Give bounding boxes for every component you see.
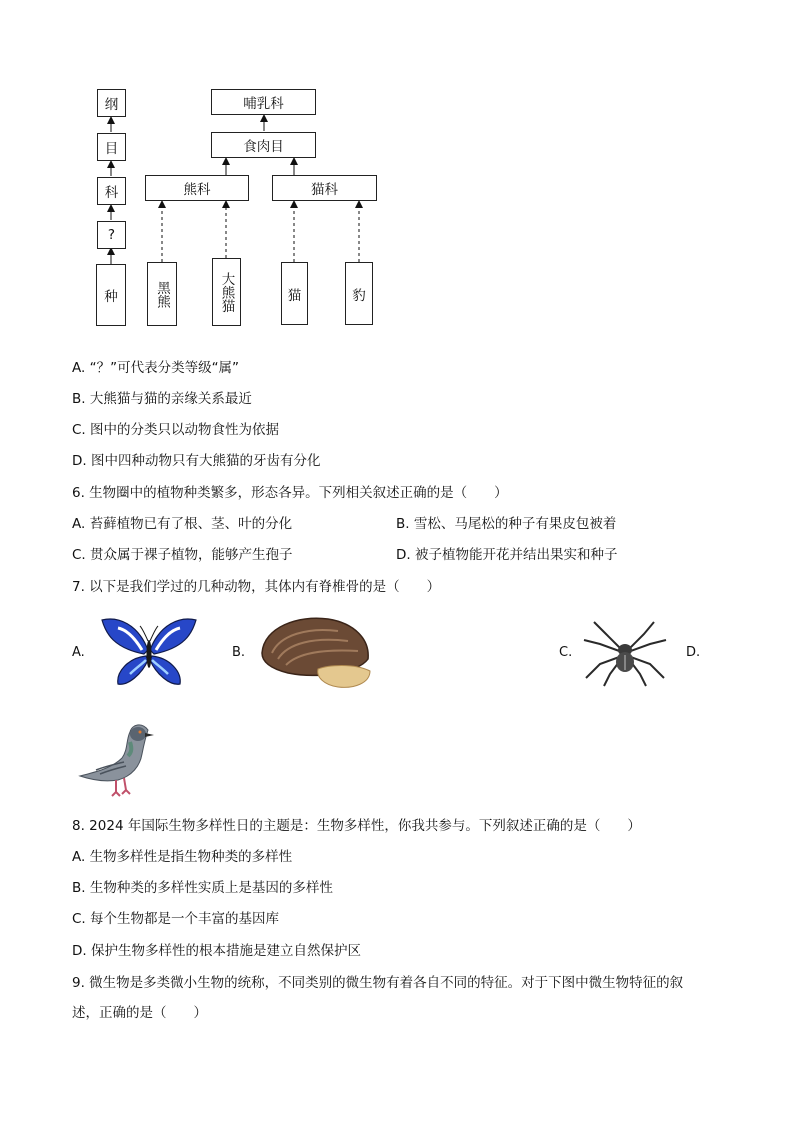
rank-species-box: 种	[96, 264, 126, 326]
leopard-box: 豹	[345, 262, 373, 325]
q5-option-c: C. 图中的分类只以动物食性为依据	[72, 422, 280, 438]
rank-family-box: 科	[97, 177, 126, 205]
mammal-box: 哺乳科	[211, 89, 316, 115]
q5-option-b: B. 大熊猫与猫的亲缘关系最近	[72, 391, 252, 407]
rank-class-box: 纲	[97, 89, 126, 117]
clam-icon	[258, 613, 374, 695]
q7-label-c: C.	[559, 645, 573, 660]
q8-option-a: A. 生物多样性是指生物种类的多样性	[72, 849, 293, 865]
black-bear-box: 黑熊	[147, 262, 177, 326]
q5-option-d: D. 图中四种动物只有大熊猫的牙齿有分化	[72, 453, 321, 469]
q7-label-d: D.	[686, 645, 701, 660]
q6-option-a: A. 苔藓植物已有了根、茎、叶的分化	[72, 516, 293, 532]
spider-icon	[582, 620, 668, 692]
q5-option-a: A. “？”可代表分类等级“属”	[72, 360, 240, 376]
q9-stem-line1: 9. 微生物是多类微小生物的统称，不同类别的微生物有着各自不同的特征。对于下图中微生物特征的叙	[72, 975, 684, 991]
q6-option-c: C. 贯众属于裸子植物，能够产生孢子	[72, 547, 293, 563]
q9-stem-line2: 述，正确的是（ ）	[72, 1005, 207, 1021]
q8-option-d: D. 保护生物多样性的根本措施是建立自然保护区	[72, 943, 361, 959]
q8-option-b: B. 生物种类的多样性实质上是基因的多样性	[72, 880, 333, 896]
carnivora-box: 食肉目	[211, 132, 316, 158]
rank-order-box: 目	[97, 133, 126, 161]
cat-box: 猫	[281, 262, 308, 325]
giant-panda-box: 大熊猫	[212, 258, 241, 326]
felidae-box: 猫科	[272, 175, 377, 201]
q8-stem: 8. 2024 年国际生物多样性日的主题是：生物多样性，你我共参与。下列叙述正确的是（ ）	[72, 818, 641, 834]
ursidae-box: 熊科	[145, 175, 249, 201]
pigeon-icon	[76, 720, 156, 802]
q7-label-b: B.	[232, 645, 246, 660]
q6-option-d: D. 被子植物能开花并结出果实和种子	[396, 547, 618, 563]
q7-label-a: A.	[72, 645, 85, 660]
q6-option-b: B. 雪松、马尾松的种子有果皮包被着	[396, 516, 617, 532]
q8-option-c: C. 每个生物都是一个丰富的基因库	[72, 911, 280, 927]
q7-stem: 7. 以下是我们学过的几种动物，其体内有脊椎骨的是（ ）	[72, 579, 441, 595]
rank-unknown-box: ?	[97, 221, 126, 249]
butterfly-icon	[98, 614, 200, 692]
q6-stem: 6. 生物圈中的植物种类繁多，形态各异。下列相关叙述正确的是（ ）	[72, 485, 508, 501]
